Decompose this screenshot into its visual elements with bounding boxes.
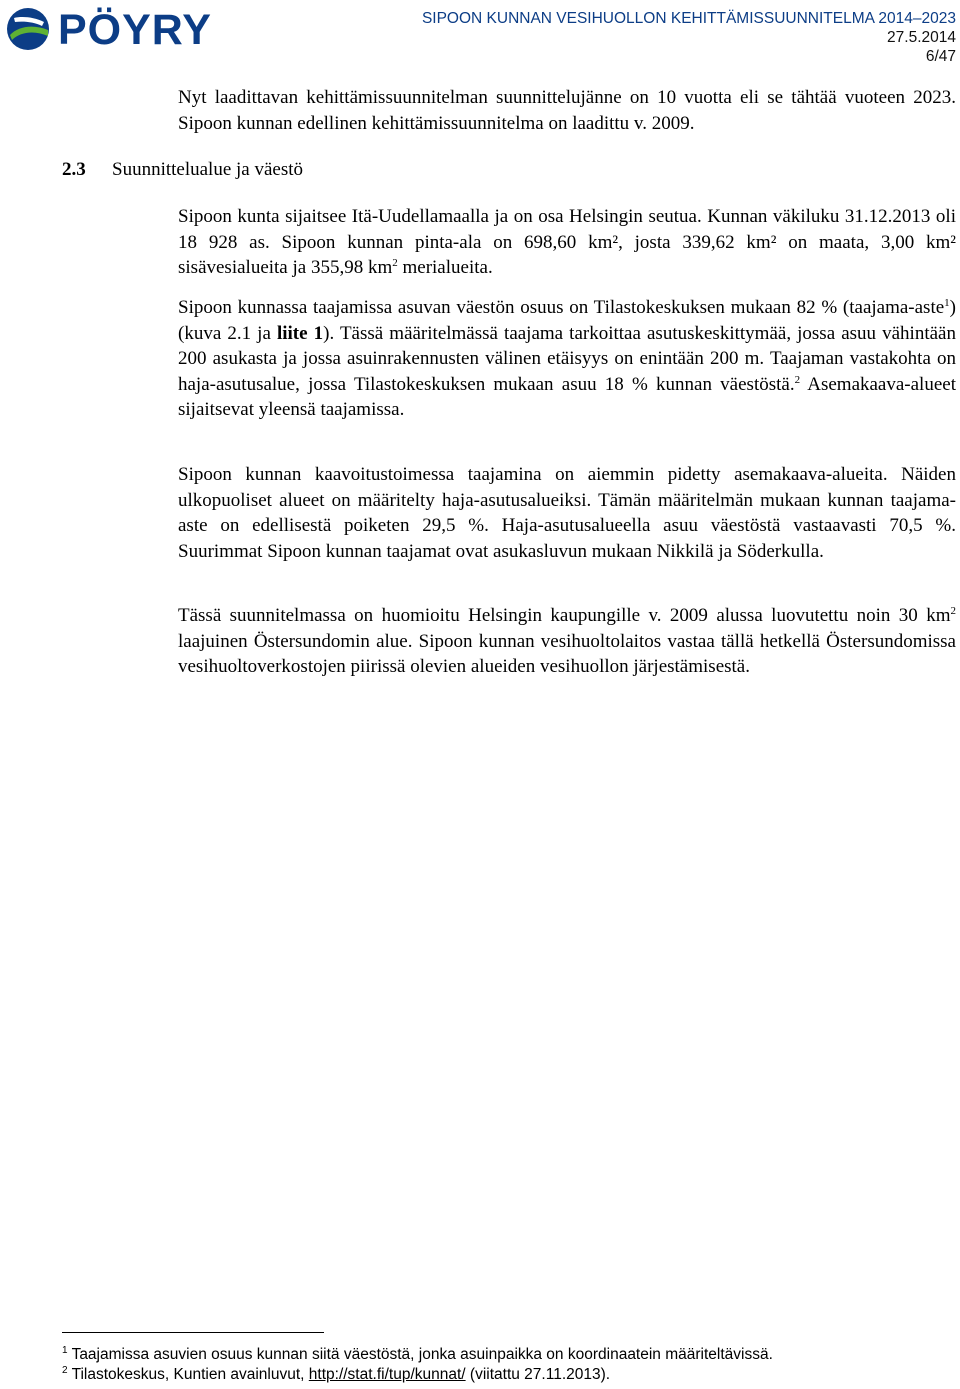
superscript: 2	[950, 605, 956, 617]
urban-share-text-2: ) (kuva 2.1 ja	[178, 297, 956, 344]
zoning-text: Sipoon kunnan kaavoitustoimessa taajamina on aiemmin pidetty asemakaava-alueita. Näiden ulkopuoliset alueet on määritelty haja-asutusalueiksi. Tämän määritelmän mukaan kunnan taajama-aste on edellisestä poiketen 29,5 %. Haja-asutusalueella asuu väestöstä vastaavasti 70,5 %. Suurimmat Sipoon kunnan taajamat ovat asukasluvun mukaan Nikkilä ja Söderkulla.	[178, 464, 956, 562]
page-number: 6/47	[925, 48, 956, 65]
poyry-logo-mark	[4, 4, 246, 54]
urban-share-paragraph	[178, 295, 956, 423]
intro-text: Nyt laadittavan kehittämissuunnitelman suunnittelujänne on 10 vuotta eli se tähtää vuoteen 2023. Sipoon kunnan edellinen kehittämissuunnitelma on laadittu v. 2009.	[178, 87, 956, 134]
section-number: 2.3	[62, 159, 86, 180]
footnote-text: Taajamissa asuvien osuus kunnan siitä väestöstä, jonka asuinpaikka on koordinaatein määriteltävissä.	[71, 1346, 773, 1363]
document-date: 27.5.2014	[887, 29, 956, 46]
intro-paragraph	[178, 85, 956, 136]
urban-share-text-3: ). Tässä määritelmässä taajama tarkoittaa asutuskeskittymää, jossa asuu vähintään 200 asukasta ja jossa asuinrakennusten välinen etäisyys on enintään 200 m. Taajaman vastakohta on haja-asutusalue, jossa Tilastokeskuksen mukaan asuu 18 % kunnan väestöstä.	[178, 322, 956, 395]
urban-share-text: Sipoon kunnassa taajamissa asuvan väestön osuus on Tilastokeskuksen mukaan 82 % (taajama-aste	[178, 297, 945, 318]
footnote-1	[62, 1345, 942, 1365]
section-heading	[62, 157, 303, 182]
poyry-logo	[4, 4, 246, 54]
appendix-reference: liite 1	[276, 322, 324, 344]
ostersundom-paragraph	[178, 603, 956, 680]
location-text-end: merialueita.	[397, 257, 493, 278]
footnote-2	[62, 1365, 942, 1385]
superscript: 2	[392, 257, 398, 269]
footnote-mark: 1	[62, 1345, 68, 1356]
ostersundom-text-end: laajuinen Östersundomin alue. Sipoon kunnan vesihuoltolaitos vastaa tällä hetkellä Östersundomissa vesihuoltoverkostojen piirissä olevien alueiden vesihuollon järjestämisestä.	[178, 630, 956, 677]
footnote-separator	[62, 1332, 324, 1333]
footnote-ref-1: 1	[944, 297, 950, 309]
location-text: Sipoon kunta sijaitsee Itä-Uudellamaalla ja on osa Helsingin seutua. Kunnan väkiluku 31.12.2013 oli 18 928 as. Sipoon kunnan pinta-ala on 698,60 km², josta 339,62 km² on maata, 3,00 km² sisävesialueita ja 355,98 km	[178, 206, 956, 278]
footnote-mark: 2	[62, 1365, 68, 1376]
section-title: Suunnittelualue ja väestö	[112, 159, 304, 180]
statistics-link[interactable]: http://stat.fi/tup/kunnat/	[308, 1366, 466, 1383]
footnote-ref-2: 2	[794, 373, 801, 386]
footnote-text: Tilastokeskus, Kuntien avainluvut,	[71, 1366, 309, 1383]
document-title: SIPOON KUNNAN VESIHUOLLON KEHITTÄMISSUUNNITELMA 2014–2023	[421, 10, 956, 27]
location-paragraph	[178, 204, 956, 281]
logo-wordmark: PÖYRY	[58, 6, 212, 54]
urban-share-text-4: Asemakaava-alueet sijaitsevat yleensä taajamissa.	[178, 373, 956, 420]
ostersundom-text: Tässä suunnitelmassa on huomioitu Helsingin kaupungille v. 2009 alussa luovutettu noin 30 km	[178, 605, 951, 626]
footnote-text-end: (viitattu 27.11.2013).	[465, 1366, 611, 1383]
zoning-paragraph	[178, 462, 956, 564]
document-header	[422, 9, 956, 66]
